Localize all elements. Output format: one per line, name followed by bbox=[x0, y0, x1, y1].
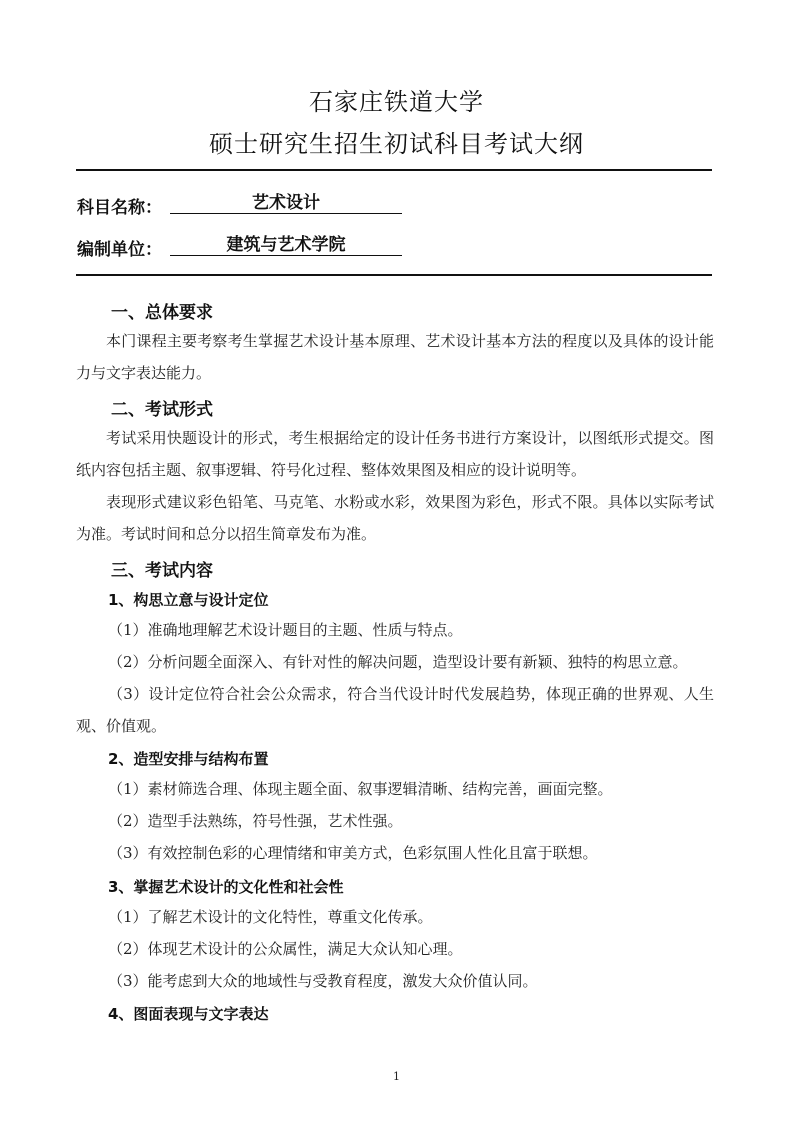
subject-label: 科目名称： bbox=[77, 198, 162, 218]
subsection-title-3: 3、掌握艺术设计的文化性和社会性 bbox=[108, 878, 344, 896]
exam-format-paragraph-2: 表现形式建议彩色铅笔、马克笔、水粉或水彩，效果图为彩色，形式不限。具体以实际考试为准。考试时间和总分以招生简章发布为准。 bbox=[76, 493, 714, 543]
subsection-title-1: 1、构思立意与设计定位 bbox=[108, 591, 269, 609]
list-item: （3）能考虑到大众的地域性与受教育程度，激发大众价值认同。 bbox=[108, 972, 538, 990]
list-item: （3）设计定位符合社会公众需求，符合当代设计时代发展趋势，体现正确的世界观、人生观、价值观。 bbox=[76, 685, 714, 735]
section-heading-exam-content: 三、考试内容 bbox=[111, 561, 213, 581]
subsection-title-4: 4、图面表现与文字表达 bbox=[108, 1005, 269, 1023]
list-item: （2）体现艺术设计的公众属性，满足大众认知心理。 bbox=[108, 940, 463, 958]
unit-label: 编制单位： bbox=[77, 240, 162, 260]
university-name: 石家庄铁道大学 bbox=[309, 88, 484, 116]
subject-field bbox=[77, 193, 402, 218]
unit-value: 建筑与艺术学院 bbox=[170, 235, 402, 256]
list-item: （1）了解艺术设计的文化特性，尊重文化传承。 bbox=[108, 908, 433, 926]
list-item: （2）造型手法熟练，符号性强，艺术性强。 bbox=[108, 812, 403, 830]
document-title: 硕士研究生招生初试科目考试大纲 bbox=[209, 130, 584, 158]
section-heading-exam-format: 二、考试形式 bbox=[111, 400, 213, 420]
list-item: （2）分析问题全面深入、有针对性的解决问题，造型设计要有新颖、独特的构思立意。 bbox=[108, 653, 688, 671]
section-heading-general: 一、总体要求 bbox=[111, 303, 213, 323]
page-number: 1 bbox=[393, 1070, 400, 1083]
subject-value: 艺术设计 bbox=[170, 193, 402, 214]
unit-field bbox=[77, 235, 402, 260]
section-general-paragraph: 本门课程主要考察考生掌握艺术设计基本原理、艺术设计基本方法的程度以及具体的设计能力与文字表达能力。 bbox=[76, 332, 714, 382]
bottom-divider bbox=[76, 274, 712, 276]
exam-format-paragraph-1: 考试采用快题设计的形式，考生根据给定的设计任务书进行方案设计，以图纸形式提交。图纸内容包括主题、叙事逻辑、符号化过程、整体效果图及相应的设计说明等。 bbox=[76, 429, 714, 479]
list-item: （1）准确地理解艺术设计题目的主题、性质与特点。 bbox=[108, 621, 463, 639]
list-item: （1）素材筛选合理、体现主题全面、叙事逻辑清晰、结构完善，画面完整。 bbox=[108, 780, 613, 798]
list-item: （3）有效控制色彩的心理情绪和审美方式，色彩氛围人性化且富于联想。 bbox=[108, 844, 598, 862]
top-divider bbox=[76, 169, 712, 171]
subsection-title-2: 2、造型安排与结构布置 bbox=[108, 750, 269, 768]
